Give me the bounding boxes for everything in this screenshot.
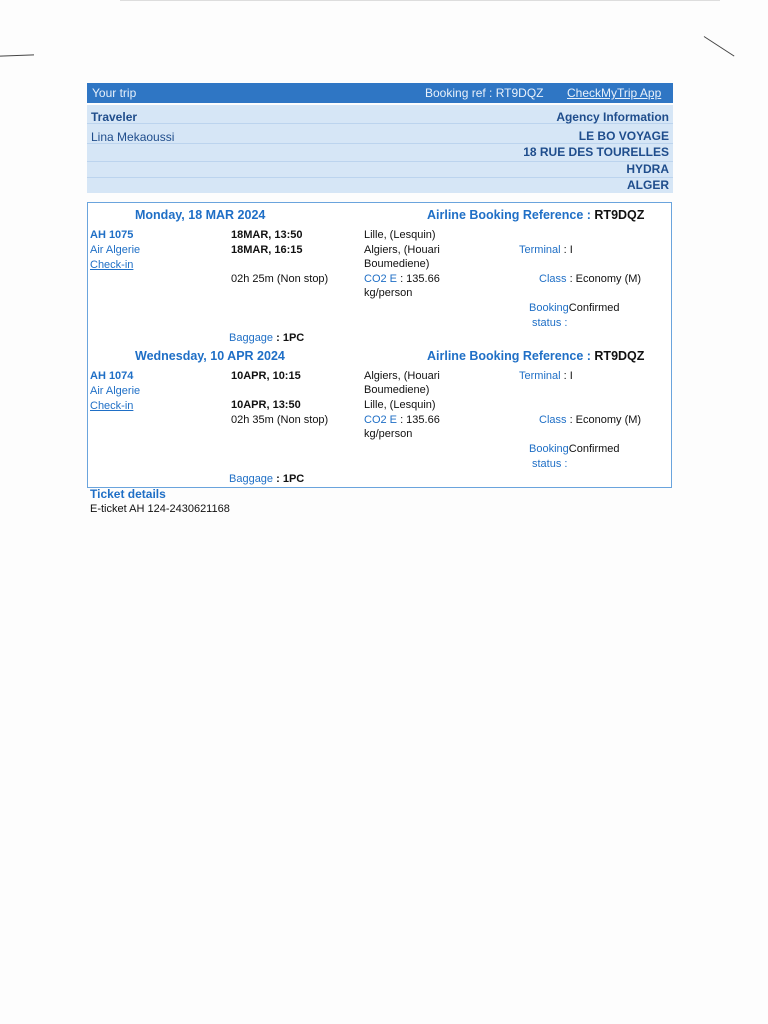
agency-line: 18 RUE DES TOURELLES bbox=[523, 145, 669, 159]
origin: Algiers, (Houari bbox=[364, 370, 440, 382]
arrival-time: 18MAR, 16:15 bbox=[231, 244, 303, 256]
trip-header-bar bbox=[87, 83, 673, 103]
agency-label: Agency Information bbox=[556, 110, 669, 124]
status-label: Booking bbox=[529, 302, 569, 314]
booking-ref: Booking ref : RT9DQZ bbox=[425, 86, 544, 100]
flight-duration: 02h 25m (Non stop) bbox=[231, 273, 329, 285]
co2-unit: kg/person bbox=[364, 287, 413, 299]
row-divider bbox=[87, 143, 673, 144]
travel-class bbox=[539, 272, 641, 286]
co2-value: : 135.66 bbox=[397, 414, 440, 426]
airline-name: Air Algerie bbox=[90, 244, 141, 256]
co2-value: : 135.66 bbox=[397, 273, 440, 285]
baggage bbox=[229, 331, 304, 345]
traveler-name: Lina Mekaoussi bbox=[91, 130, 175, 144]
terminal-label: Terminal bbox=[519, 370, 561, 382]
class-value: : Economy (M) bbox=[566, 414, 642, 426]
arrival-time: 10APR, 13:50 bbox=[231, 399, 301, 411]
co2-emission bbox=[364, 413, 440, 427]
baggage bbox=[229, 472, 304, 486]
terminal-label: Terminal bbox=[519, 244, 561, 256]
class-label: Class bbox=[539, 273, 567, 285]
agency-line: ALGER bbox=[627, 178, 669, 192]
status-label-line2: status : bbox=[532, 458, 568, 470]
destination-line2: Boumediene) bbox=[364, 258, 430, 270]
origin: Lille, (Lesquin) bbox=[364, 229, 436, 241]
agency-line: HYDRA bbox=[626, 162, 669, 176]
trip-title: Your trip bbox=[92, 86, 137, 100]
traveler-agency-box bbox=[87, 105, 673, 193]
departure-time: 18MAR, 13:50 bbox=[231, 229, 303, 241]
agency-line: LE BO VOYAGE bbox=[578, 129, 669, 143]
origin-line2: Boumediene) bbox=[364, 384, 430, 396]
travel-class bbox=[539, 413, 641, 427]
booking-status bbox=[529, 442, 620, 456]
airline-ref-value: RT9DQZ bbox=[594, 208, 645, 222]
flight-date: Monday, 18 MAR 2024 bbox=[135, 208, 266, 222]
checkmytrip-app-link[interactable]: CheckMyTrip App bbox=[567, 86, 662, 100]
airline-ref-label: Airline Booking Reference : bbox=[427, 208, 595, 222]
scan-top-edge bbox=[120, 0, 720, 1]
status-value: Confirmed bbox=[568, 443, 620, 455]
flight-date: Wednesday, 10 APR 2024 bbox=[135, 349, 285, 363]
status-label: Booking bbox=[529, 443, 569, 455]
destination: Algiers, (Houari bbox=[364, 244, 440, 256]
co2-unit: kg/person bbox=[364, 428, 413, 440]
flight-number: AH 1075 bbox=[90, 229, 134, 241]
row-divider bbox=[87, 161, 673, 162]
co2-label: CO2 E bbox=[364, 273, 398, 285]
departure-time: 10APR, 10:15 bbox=[231, 370, 301, 382]
terminal bbox=[519, 369, 573, 383]
class-value: : Economy (M) bbox=[566, 273, 642, 285]
status-value: Confirmed bbox=[568, 302, 620, 314]
ticket-details-title: Ticket details bbox=[90, 487, 166, 501]
baggage-value: : 1PC bbox=[273, 332, 305, 344]
scan-mark-left bbox=[0, 54, 34, 56]
flight-number: AH 1074 bbox=[90, 370, 134, 382]
airline-ref-label: Airline Booking Reference : bbox=[427, 349, 595, 363]
airline-booking-reference bbox=[427, 349, 644, 363]
traveler-label: Traveler bbox=[91, 110, 138, 124]
flights-box bbox=[87, 202, 672, 488]
terminal-value: : I bbox=[560, 370, 573, 382]
status-label-line2: status : bbox=[532, 317, 568, 329]
baggage-label: Baggage bbox=[229, 332, 274, 344]
baggage-label: Baggage bbox=[229, 473, 274, 485]
co2-emission bbox=[364, 272, 440, 286]
row-divider bbox=[87, 177, 673, 178]
checkin-link[interactable]: Check-in bbox=[90, 400, 134, 412]
terminal bbox=[519, 243, 573, 257]
checkin-link[interactable]: Check-in bbox=[90, 259, 134, 271]
co2-label: CO2 E bbox=[364, 414, 398, 426]
airline-booking-reference bbox=[427, 208, 644, 222]
booking-status bbox=[529, 301, 620, 315]
airline-name: Air Algerie bbox=[90, 385, 141, 397]
destination: Lille, (Lesquin) bbox=[364, 399, 436, 411]
terminal-value: : I bbox=[560, 244, 573, 256]
airline-ref-value: RT9DQZ bbox=[594, 349, 645, 363]
class-label: Class bbox=[539, 414, 567, 426]
baggage-value: : 1PC bbox=[273, 473, 305, 485]
scan-mark-right bbox=[704, 36, 735, 56]
eticket-number: E-ticket AH 124-2430621168 bbox=[90, 503, 230, 515]
flight-duration: 02h 35m (Non stop) bbox=[231, 414, 329, 426]
